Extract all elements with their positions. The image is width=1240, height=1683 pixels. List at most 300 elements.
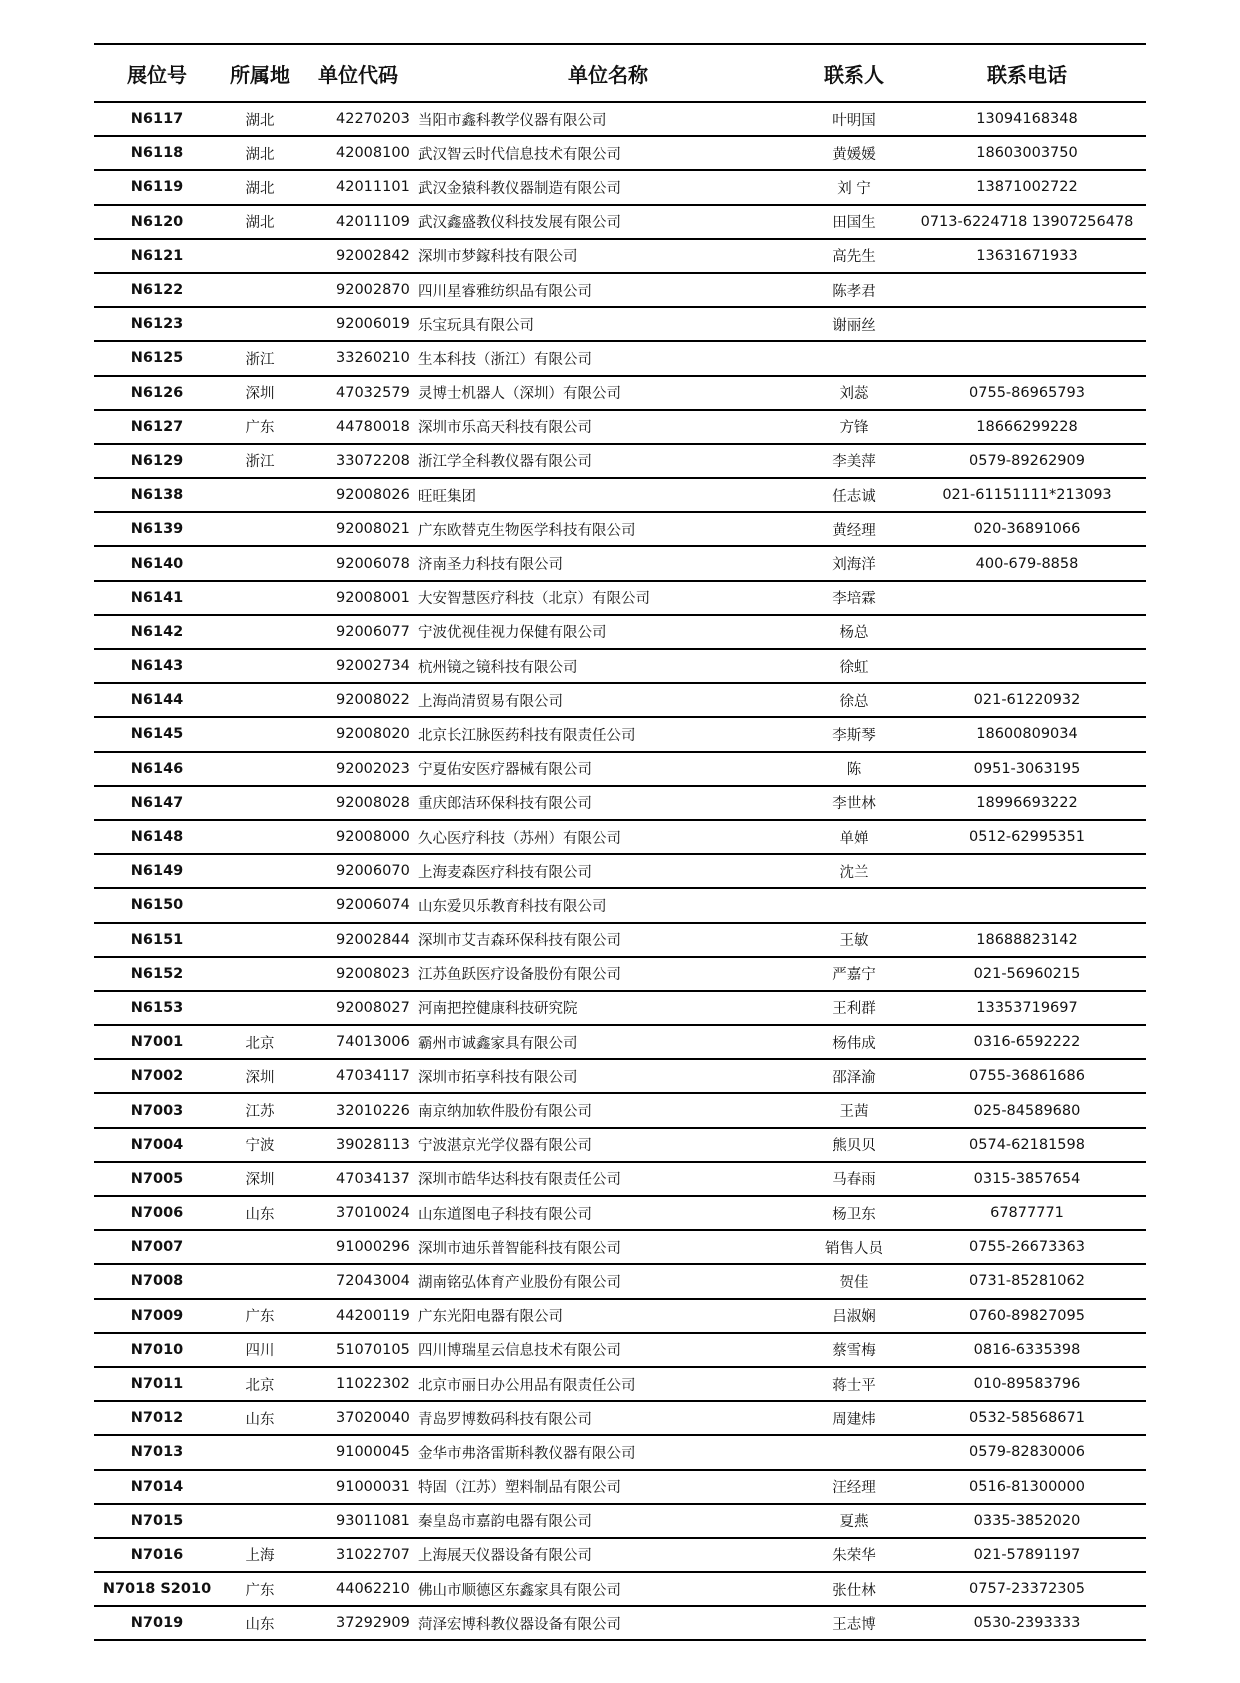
- unit-code-cell: 92008000: [300, 820, 416, 854]
- unit-name-cell: 宁夏佑安医疗器械有限公司: [416, 752, 800, 786]
- contact-person-cell: 沈兰: [800, 854, 908, 888]
- table-row: [94, 615, 1146, 649]
- unit-name-cell: 浙江学全科教仪器有限公司: [416, 444, 800, 478]
- unit-name-cell: 山东爱贝乐教育科技有限公司: [416, 888, 800, 922]
- table-row: [94, 820, 1146, 854]
- region-cell: 山东: [220, 1196, 300, 1230]
- unit-name-cell: 山东道图电子科技有限公司: [416, 1196, 800, 1230]
- table-row: [94, 205, 1146, 239]
- region-cell: 湖北: [220, 102, 300, 136]
- contact-phone-cell: 0731-85281062: [908, 1264, 1146, 1298]
- unit-name-cell: 广东欧替克生物医学科技有限公司: [416, 512, 800, 546]
- region-cell: [220, 512, 300, 546]
- unit-code-cell: 91000045: [300, 1435, 416, 1469]
- region-cell: [220, 1230, 300, 1264]
- region-cell: [220, 786, 300, 820]
- contact-phone-cell: 0532-58568671: [908, 1401, 1146, 1435]
- unit-code-cell: 42011101: [300, 170, 416, 204]
- unit-name-cell: 济南圣力科技有限公司: [416, 546, 800, 580]
- unit-code-cell: 92008023: [300, 957, 416, 991]
- contact-person-cell: 高先生: [800, 239, 908, 273]
- contact-person-cell: 王利群: [800, 991, 908, 1025]
- unit-name-cell: 旺旺集团: [416, 478, 800, 512]
- booth-number-cell: N7018 S2010: [94, 1572, 220, 1606]
- contact-phone-cell: [908, 307, 1146, 341]
- contact-person-cell: 张仕林: [800, 1572, 908, 1606]
- unit-name-cell: 秦皇岛市嘉韵电器有限公司: [416, 1504, 800, 1538]
- contact-person-cell: 李斯琴: [800, 717, 908, 751]
- unit-code-cell: 42008100: [300, 136, 416, 170]
- contact-person-cell: 叶明国: [800, 102, 908, 136]
- unit-name-cell: 灵博士机器人（深圳）有限公司: [416, 376, 800, 410]
- unit-code-cell: 92006019: [300, 307, 416, 341]
- table-row: [94, 1470, 1146, 1504]
- contact-phone-cell: 020-36891066: [908, 512, 1146, 546]
- contact-person-cell: [800, 1435, 908, 1469]
- unit-code-cell: 92002842: [300, 239, 416, 273]
- unit-code-cell: 91000031: [300, 1470, 416, 1504]
- contact-person-cell: 邵泽渝: [800, 1059, 908, 1093]
- unit-name-cell: 北京长江脉医药科技有限责任公司: [416, 717, 800, 751]
- unit-code-cell: 42011109: [300, 205, 416, 239]
- region-cell: [220, 239, 300, 273]
- booth-number-cell: N6148: [94, 820, 220, 854]
- contact-phone-cell: 13631671933: [908, 239, 1146, 273]
- booth-number-cell: N6118: [94, 136, 220, 170]
- contact-person-cell: 蔡雪梅: [800, 1333, 908, 1367]
- contact-person-cell: 吕淑娴: [800, 1299, 908, 1333]
- booth-number-cell: N6152: [94, 957, 220, 991]
- table-row: [94, 341, 1146, 375]
- contact-phone-cell: 13353719697: [908, 991, 1146, 1025]
- contact-phone-cell: 67877771: [908, 1196, 1146, 1230]
- table-row: [94, 752, 1146, 786]
- contact-person-cell: 陈: [800, 752, 908, 786]
- unit-code-cell: 92006070: [300, 854, 416, 888]
- unit-code-cell: 92002023: [300, 752, 416, 786]
- contact-phone-cell: 0512-62995351: [908, 820, 1146, 854]
- unit-name-cell: 久心医疗科技（苏州）有限公司: [416, 820, 800, 854]
- unit-code-cell: 44062210: [300, 1572, 416, 1606]
- header-contact-phone: 联系电话: [908, 44, 1146, 102]
- contact-phone-cell: 021-61220932: [908, 683, 1146, 717]
- unit-code-cell: 92006074: [300, 888, 416, 922]
- table-row: [94, 170, 1146, 204]
- table-row: [94, 1230, 1146, 1264]
- booth-number-cell: N6126: [94, 376, 220, 410]
- table-row: [94, 786, 1146, 820]
- region-cell: [220, 1264, 300, 1298]
- contact-person-cell: 田国生: [800, 205, 908, 239]
- table-row: [94, 957, 1146, 991]
- contact-phone-cell: 18666299228: [908, 410, 1146, 444]
- booth-number-cell: N7010: [94, 1333, 220, 1367]
- contact-phone-cell: 0315-3857654: [908, 1162, 1146, 1196]
- booth-number-cell: N6150: [94, 888, 220, 922]
- table-row: [94, 273, 1146, 307]
- contact-person-cell: 李世林: [800, 786, 908, 820]
- contact-person-cell: 黄经理: [800, 512, 908, 546]
- region-cell: [220, 615, 300, 649]
- region-cell: [220, 649, 300, 683]
- booth-number-cell: N6141: [94, 581, 220, 615]
- booth-number-cell: N7001: [94, 1025, 220, 1059]
- unit-name-cell: 上海展天仪器设备有限公司: [416, 1538, 800, 1572]
- booth-number-cell: N7012: [94, 1401, 220, 1435]
- contact-person-cell: 任志诚: [800, 478, 908, 512]
- region-cell: 江苏: [220, 1093, 300, 1127]
- contact-phone-cell: [908, 615, 1146, 649]
- contact-phone-cell: 021-56960215: [908, 957, 1146, 991]
- table-row: [94, 1299, 1146, 1333]
- unit-name-cell: 菏泽宏博科教仪器设备有限公司: [416, 1606, 800, 1640]
- booth-number-cell: N7005: [94, 1162, 220, 1196]
- booth-number-cell: N7014: [94, 1470, 220, 1504]
- table-row: [94, 1264, 1146, 1298]
- unit-code-cell: 92006078: [300, 546, 416, 580]
- table-row: [94, 683, 1146, 717]
- unit-name-cell: 青岛罗博数码科技有限公司: [416, 1401, 800, 1435]
- contact-person-cell: 李美萍: [800, 444, 908, 478]
- unit-code-cell: 44200119: [300, 1299, 416, 1333]
- contact-person-cell: 蒋士平: [800, 1367, 908, 1401]
- region-cell: [220, 752, 300, 786]
- unit-name-cell: 上海麦森医疗科技有限公司: [416, 854, 800, 888]
- region-cell: [220, 307, 300, 341]
- booth-number-cell: N7002: [94, 1059, 220, 1093]
- unit-code-cell: 33072208: [300, 444, 416, 478]
- contact-phone-cell: 025-84589680: [908, 1093, 1146, 1127]
- unit-name-cell: 金华市弗洛雷斯科教仪器有限公司: [416, 1435, 800, 1469]
- unit-code-cell: 44780018: [300, 410, 416, 444]
- header-contact-person: 联系人: [800, 44, 908, 102]
- table-row: [94, 717, 1146, 751]
- unit-code-cell: 74013006: [300, 1025, 416, 1059]
- contact-person-cell: 单婵: [800, 820, 908, 854]
- contact-phone-cell: 13094168348: [908, 102, 1146, 136]
- unit-code-cell: 92008028: [300, 786, 416, 820]
- table-row: [94, 1059, 1146, 1093]
- table-row: [94, 444, 1146, 478]
- unit-code-cell: 92002870: [300, 273, 416, 307]
- unit-code-cell: 91000296: [300, 1230, 416, 1264]
- table-row: [94, 1606, 1146, 1640]
- unit-name-cell: 四川博瑞星云信息技术有限公司: [416, 1333, 800, 1367]
- unit-name-cell: 杭州镜之镜科技有限公司: [416, 649, 800, 683]
- table-body: [94, 102, 1146, 1640]
- unit-name-cell: 湖南铭弘体育产业股份有限公司: [416, 1264, 800, 1298]
- contact-phone-cell: 0816-6335398: [908, 1333, 1146, 1367]
- contact-person-cell: 刘蕊: [800, 376, 908, 410]
- region-cell: [220, 1470, 300, 1504]
- contact-phone-cell: [908, 854, 1146, 888]
- contact-phone-cell: 0579-82830006: [908, 1435, 1146, 1469]
- unit-name-cell: 乐宝玩具有限公司: [416, 307, 800, 341]
- unit-name-cell: 佛山市顺德区东鑫家具有限公司: [416, 1572, 800, 1606]
- contact-phone-cell: 18996693222: [908, 786, 1146, 820]
- header-booth-number: 展位号: [94, 44, 220, 102]
- region-cell: 深圳: [220, 1059, 300, 1093]
- contact-phone-cell: 0516-81300000: [908, 1470, 1146, 1504]
- region-cell: 广东: [220, 410, 300, 444]
- contact-phone-cell: [908, 581, 1146, 615]
- contact-phone-cell: 0755-86965793: [908, 376, 1146, 410]
- unit-name-cell: 河南把控健康科技研究院: [416, 991, 800, 1025]
- unit-name-cell: 深圳市拓享科技有限公司: [416, 1059, 800, 1093]
- unit-name-cell: 深圳市梦鎵科技有限公司: [416, 239, 800, 273]
- region-cell: [220, 581, 300, 615]
- booth-number-cell: N6149: [94, 854, 220, 888]
- contact-person-cell: 刘 宁: [800, 170, 908, 204]
- table-row: [94, 581, 1146, 615]
- table-row: [94, 307, 1146, 341]
- table-row: [94, 478, 1146, 512]
- unit-code-cell: 33260210: [300, 341, 416, 375]
- unit-name-cell: 武汉鑫盛教仪科技发展有限公司: [416, 205, 800, 239]
- contact-phone-cell: 0757-23372305: [908, 1572, 1146, 1606]
- region-cell: 浙江: [220, 341, 300, 375]
- booth-number-cell: N7004: [94, 1128, 220, 1162]
- contact-phone-cell: 0755-26673363: [908, 1230, 1146, 1264]
- booth-number-cell: N6147: [94, 786, 220, 820]
- table-row: [94, 1572, 1146, 1606]
- region-cell: 广东: [220, 1299, 300, 1333]
- booth-number-cell: N7016: [94, 1538, 220, 1572]
- unit-name-cell: 广东光阳电器有限公司: [416, 1299, 800, 1333]
- booth-number-cell: N6140: [94, 546, 220, 580]
- header-unit-name: 单位名称: [416, 44, 800, 102]
- unit-name-cell: 上海尚清贸易有限公司: [416, 683, 800, 717]
- booth-number-cell: N7006: [94, 1196, 220, 1230]
- unit-code-cell: 92002734: [300, 649, 416, 683]
- table-row: [94, 136, 1146, 170]
- booth-number-cell: N6129: [94, 444, 220, 478]
- table-row: [94, 1025, 1146, 1059]
- unit-name-cell: 南京纳加软件股份有限公司: [416, 1093, 800, 1127]
- contact-person-cell: [800, 341, 908, 375]
- unit-code-cell: 92008027: [300, 991, 416, 1025]
- contact-person-cell: 陈孝君: [800, 273, 908, 307]
- contact-person-cell: 黄媛媛: [800, 136, 908, 170]
- booth-number-cell: N6145: [94, 717, 220, 751]
- contact-person-cell: 徐总: [800, 683, 908, 717]
- contact-person-cell: [800, 888, 908, 922]
- table-row: [94, 410, 1146, 444]
- region-cell: [220, 683, 300, 717]
- unit-code-cell: 37010024: [300, 1196, 416, 1230]
- contact-person-cell: 熊贝贝: [800, 1128, 908, 1162]
- unit-code-cell: 92008001: [300, 581, 416, 615]
- contact-person-cell: 朱荣华: [800, 1538, 908, 1572]
- contact-person-cell: 销售人员: [800, 1230, 908, 1264]
- contact-person-cell: 李培霖: [800, 581, 908, 615]
- contact-phone-cell: 0755-36861686: [908, 1059, 1146, 1093]
- booth-number-cell: N6153: [94, 991, 220, 1025]
- table-header-row: [94, 44, 1146, 102]
- table-row: [94, 854, 1146, 888]
- contact-person-cell: 刘海洋: [800, 546, 908, 580]
- unit-code-cell: 11022302: [300, 1367, 416, 1401]
- booth-number-cell: N6144: [94, 683, 220, 717]
- contact-phone-cell: 400-679-8858: [908, 546, 1146, 580]
- unit-name-cell: 宁波湛京光学仪器有限公司: [416, 1128, 800, 1162]
- contact-person-cell: 杨卫东: [800, 1196, 908, 1230]
- table-row: [94, 1128, 1146, 1162]
- unit-code-cell: 37020040: [300, 1401, 416, 1435]
- unit-code-cell: 92008026: [300, 478, 416, 512]
- region-cell: [220, 923, 300, 957]
- unit-name-cell: 当阳市鑫科教学仪器有限公司: [416, 102, 800, 136]
- unit-name-cell: 武汉金猿科教仪器制造有限公司: [416, 170, 800, 204]
- region-cell: 广东: [220, 1572, 300, 1606]
- unit-code-cell: 93011081: [300, 1504, 416, 1538]
- contact-phone-cell: 18600809034: [908, 717, 1146, 751]
- unit-code-cell: 92008022: [300, 683, 416, 717]
- region-cell: 四川: [220, 1333, 300, 1367]
- contact-phone-cell: [908, 649, 1146, 683]
- booth-number-cell: N7013: [94, 1435, 220, 1469]
- region-cell: 上海: [220, 1538, 300, 1572]
- contact-person-cell: 汪经理: [800, 1470, 908, 1504]
- region-cell: 湖北: [220, 205, 300, 239]
- table-row: [94, 1435, 1146, 1469]
- unit-code-cell: 42270203: [300, 102, 416, 136]
- table-row: [94, 546, 1146, 580]
- region-cell: 宁波: [220, 1128, 300, 1162]
- table-row: [94, 1093, 1146, 1127]
- unit-code-cell: 37292909: [300, 1606, 416, 1640]
- booth-number-cell: N6151: [94, 923, 220, 957]
- booth-number-cell: N6119: [94, 170, 220, 204]
- contact-person-cell: 马春雨: [800, 1162, 908, 1196]
- booth-number-cell: N7009: [94, 1299, 220, 1333]
- contact-phone-cell: 0574-62181598: [908, 1128, 1146, 1162]
- contact-person-cell: 徐虹: [800, 649, 908, 683]
- contact-phone-cell: 0335-3852020: [908, 1504, 1146, 1538]
- booth-number-cell: N6143: [94, 649, 220, 683]
- table-row: [94, 1367, 1146, 1401]
- booth-number-cell: N7019: [94, 1606, 220, 1640]
- booth-number-cell: N6121: [94, 239, 220, 273]
- region-cell: 北京: [220, 1025, 300, 1059]
- region-cell: 山东: [220, 1401, 300, 1435]
- unit-code-cell: 31022707: [300, 1538, 416, 1572]
- table-row: [94, 376, 1146, 410]
- contact-phone-cell: 13871002722: [908, 170, 1146, 204]
- unit-name-cell: 江苏鱼跃医疗设备股份有限公司: [416, 957, 800, 991]
- contact-phone-cell: [908, 341, 1146, 375]
- unit-name-cell: 深圳市乐高天科技有限公司: [416, 410, 800, 444]
- booth-number-cell: N6117: [94, 102, 220, 136]
- table-row: [94, 239, 1146, 273]
- contact-person-cell: 杨总: [800, 615, 908, 649]
- booth-number-cell: N6139: [94, 512, 220, 546]
- contact-phone-cell: 0713-6224718 13907256478: [908, 205, 1146, 239]
- region-cell: [220, 991, 300, 1025]
- table-row: [94, 991, 1146, 1025]
- booth-number-cell: N6120: [94, 205, 220, 239]
- contact-phone-cell: 0316-6592222: [908, 1025, 1146, 1059]
- region-cell: [220, 820, 300, 854]
- contact-person-cell: 夏燕: [800, 1504, 908, 1538]
- unit-code-cell: 92008020: [300, 717, 416, 751]
- unit-name-cell: 霸州市诚鑫家具有限公司: [416, 1025, 800, 1059]
- unit-name-cell: 深圳市皓华达科技有限责任公司: [416, 1162, 800, 1196]
- booth-number-cell: N6142: [94, 615, 220, 649]
- unit-name-cell: 生本科技（浙江）有限公司: [416, 341, 800, 375]
- table-row: [94, 649, 1146, 683]
- unit-name-cell: 深圳市迪乐普智能科技有限公司: [416, 1230, 800, 1264]
- region-cell: [220, 273, 300, 307]
- contact-person-cell: 杨伟成: [800, 1025, 908, 1059]
- region-cell: [220, 957, 300, 991]
- contact-phone-cell: 0530-2393333: [908, 1606, 1146, 1640]
- contact-phone-cell: [908, 273, 1146, 307]
- table-row: [94, 1333, 1146, 1367]
- booth-number-cell: N6138: [94, 478, 220, 512]
- unit-code-cell: 39028113: [300, 1128, 416, 1162]
- table-row: [94, 1504, 1146, 1538]
- unit-code-cell: 47034117: [300, 1059, 416, 1093]
- table-row: [94, 102, 1146, 136]
- unit-code-cell: 32010226: [300, 1093, 416, 1127]
- booth-number-cell: N7008: [94, 1264, 220, 1298]
- contact-person-cell: 贺佳: [800, 1264, 908, 1298]
- unit-name-cell: 武汉智云时代信息技术有限公司: [416, 136, 800, 170]
- region-cell: 浙江: [220, 444, 300, 478]
- booth-number-cell: N6122: [94, 273, 220, 307]
- contact-person-cell: 王志博: [800, 1606, 908, 1640]
- unit-name-cell: 北京市丽日办公用品有限责任公司: [416, 1367, 800, 1401]
- contact-phone-cell: 0951-3063195: [908, 752, 1146, 786]
- unit-name-cell: 大安智慧医疗科技（北京）有限公司: [416, 581, 800, 615]
- contact-phone-cell: 010-89583796: [908, 1367, 1146, 1401]
- contact-phone-cell: 021-61151111*213093: [908, 478, 1146, 512]
- table-row: [94, 1538, 1146, 1572]
- region-cell: 北京: [220, 1367, 300, 1401]
- contact-phone-cell: 18603003750: [908, 136, 1146, 170]
- table-row: [94, 888, 1146, 922]
- region-cell: [220, 478, 300, 512]
- table-row: [94, 1162, 1146, 1196]
- contact-phone-cell: [908, 888, 1146, 922]
- booth-number-cell: N7003: [94, 1093, 220, 1127]
- unit-name-cell: 重庆郎洁环保科技有限公司: [416, 786, 800, 820]
- unit-code-cell: 92006077: [300, 615, 416, 649]
- contact-person-cell: 周建炜: [800, 1401, 908, 1435]
- region-cell: [220, 546, 300, 580]
- booth-number-cell: N6127: [94, 410, 220, 444]
- region-cell: 山东: [220, 1606, 300, 1640]
- booth-number-cell: N7011: [94, 1367, 220, 1401]
- booth-number-cell: N7015: [94, 1504, 220, 1538]
- region-cell: [220, 1504, 300, 1538]
- contact-phone-cell: 18688823142: [908, 923, 1146, 957]
- table-row: [94, 1401, 1146, 1435]
- region-cell: 湖北: [220, 170, 300, 204]
- contact-person-cell: 王茜: [800, 1093, 908, 1127]
- contact-phone-cell: 0760-89827095: [908, 1299, 1146, 1333]
- booth-number-cell: N7007: [94, 1230, 220, 1264]
- table-row: [94, 512, 1146, 546]
- region-cell: [220, 888, 300, 922]
- booth-number-cell: N6146: [94, 752, 220, 786]
- contact-phone-cell: 0579-89262909: [908, 444, 1146, 478]
- unit-code-cell: 92002844: [300, 923, 416, 957]
- header-unit-code: 单位代码: [300, 44, 416, 102]
- contact-person-cell: 谢丽丝: [800, 307, 908, 341]
- exhibitor-table: [94, 43, 1146, 1641]
